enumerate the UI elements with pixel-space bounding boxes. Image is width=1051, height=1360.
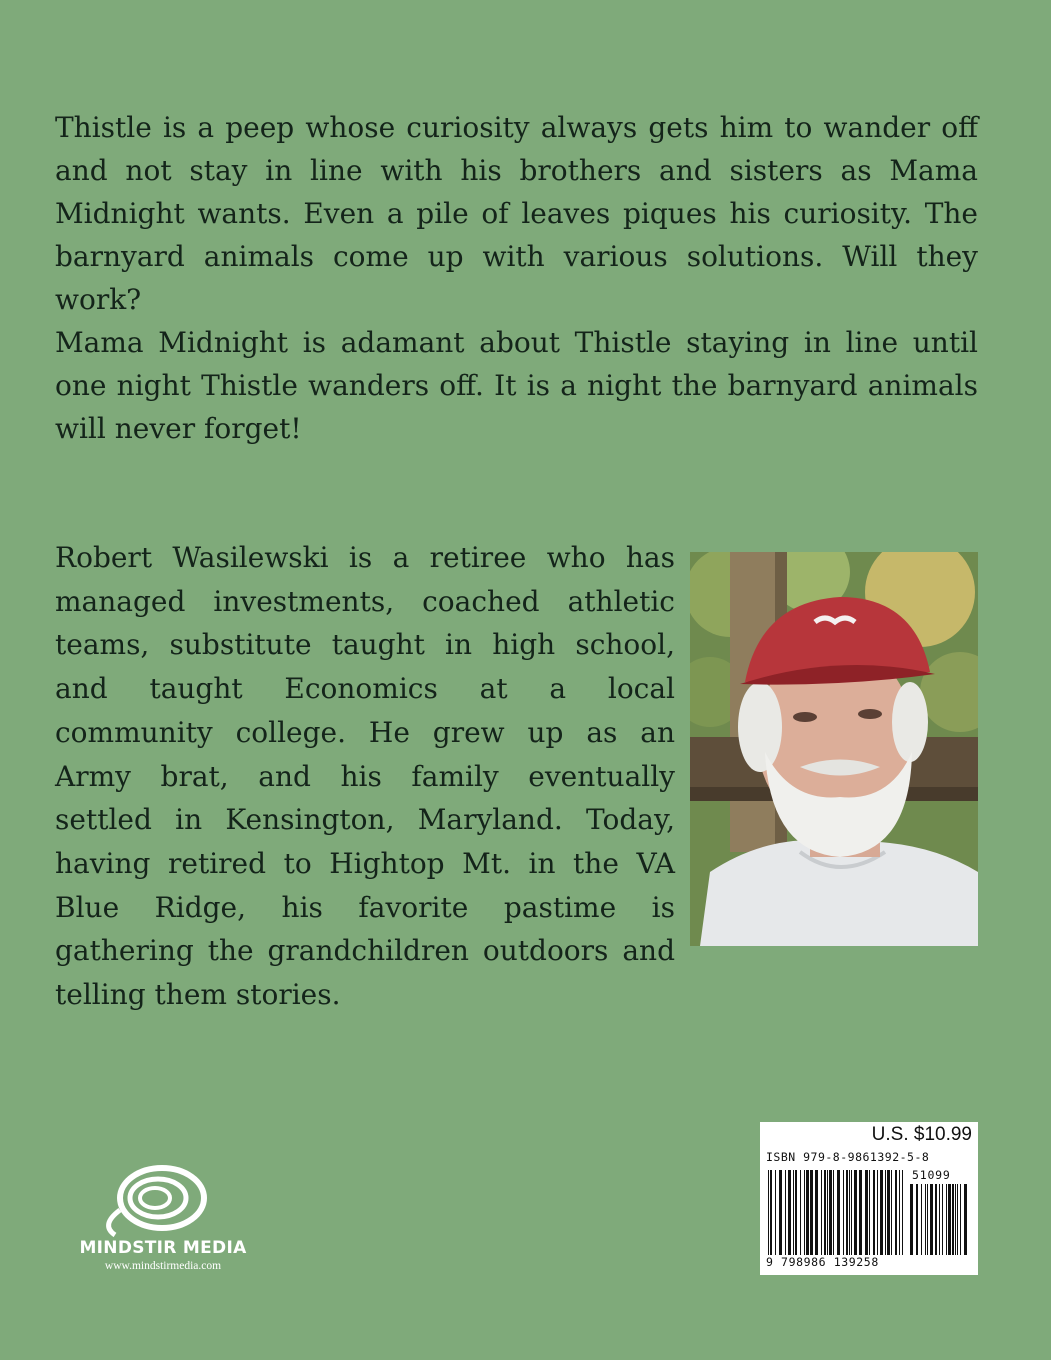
barcode-bar bbox=[793, 1170, 794, 1255]
barcode-bar bbox=[804, 1170, 805, 1255]
barcode-bar bbox=[800, 1170, 801, 1255]
barcode-bar bbox=[916, 1184, 918, 1255]
barcode-bar bbox=[887, 1170, 890, 1255]
barcode-bar bbox=[815, 1170, 818, 1255]
barcode-bar bbox=[775, 1170, 776, 1255]
barcode-bar bbox=[785, 1170, 786, 1255]
barcode-bar bbox=[846, 1170, 848, 1255]
barcode-bar bbox=[833, 1170, 834, 1255]
barcode-bar bbox=[837, 1170, 840, 1255]
barcode-bar bbox=[902, 1170, 903, 1255]
barcode-bar bbox=[957, 1184, 958, 1255]
ean-digits: 9 798986 139258 bbox=[766, 1255, 879, 1269]
author-bio: Robert Wasilewski is a retiree who has managed investments, coached athletic teams, substitute taught in high school, and taught Economics at a local community college. He grew up as an Army brat, and his family eventually settled in Kensington, Maryland. Today, having retired to Hightop Mt. in the VA Blue Ridge, his favorite pastime is gathering the grandchildren outdoors and telling them stories. bbox=[55, 541, 675, 1012]
barcode-bar bbox=[779, 1170, 782, 1255]
barcode-bar bbox=[960, 1184, 961, 1255]
barcode-bar bbox=[877, 1170, 878, 1255]
spiral-swirl-icon bbox=[60, 1150, 265, 1240]
blurb-paragraph-2: Mama Midnight is adamant about Thistle staying in line until one night Thistle wanders off. It is a night the barnyard animals will never forget! bbox=[55, 326, 978, 445]
barcode-bar bbox=[880, 1170, 883, 1255]
barcode-bar bbox=[935, 1184, 937, 1255]
barcode-bar bbox=[821, 1170, 822, 1255]
barcode-bar bbox=[869, 1170, 870, 1255]
barcode-bar bbox=[939, 1184, 940, 1255]
barcode-bar bbox=[810, 1170, 813, 1255]
barcode-bar bbox=[964, 1184, 967, 1255]
barcode-bar bbox=[885, 1170, 886, 1255]
barcode-bar bbox=[873, 1170, 875, 1255]
barcode-bar bbox=[795, 1170, 797, 1255]
barcode-bar bbox=[952, 1184, 954, 1255]
addon-barcode bbox=[910, 1184, 972, 1255]
barcode-panel bbox=[760, 1122, 978, 1275]
barcode-bar bbox=[891, 1170, 892, 1255]
barcode-bar bbox=[865, 1170, 868, 1255]
barcode-bar bbox=[955, 1184, 956, 1255]
barcode-bar bbox=[770, 1170, 772, 1255]
price-label: U.S. $10.99 bbox=[871, 1124, 972, 1145]
barcode-bar bbox=[946, 1184, 947, 1255]
barcode-bar bbox=[927, 1184, 928, 1255]
barcode-bar bbox=[788, 1170, 791, 1255]
ean-barcode bbox=[768, 1170, 906, 1255]
barcode-bar bbox=[895, 1170, 897, 1255]
publisher-logo bbox=[60, 1150, 265, 1280]
isbn-label: ISBN 979-8-9861392-5-8 bbox=[766, 1150, 930, 1164]
barcode-bar bbox=[948, 1184, 951, 1255]
barcode-bar bbox=[910, 1184, 913, 1255]
barcode-bar bbox=[827, 1170, 828, 1255]
barcode-bar bbox=[843, 1170, 844, 1255]
barcode-bar bbox=[851, 1170, 852, 1255]
author-photo bbox=[690, 552, 978, 946]
barcode-bar bbox=[768, 1170, 769, 1255]
barcode-bar bbox=[899, 1170, 900, 1255]
barcode-bar bbox=[806, 1170, 809, 1255]
barcode-bar bbox=[930, 1184, 933, 1255]
blurb-paragraph-1: Thistle is a peep whose curiosity always gets him to wander off and not stay in line with his brothers and sisters as Mama Midnight wants. Even a pile of leaves piques his curiosity. The barnyard animals come up with various solutions. Will they work? bbox=[55, 111, 978, 316]
barcode-bar bbox=[921, 1184, 922, 1255]
barcode-bar bbox=[925, 1184, 926, 1255]
publisher-name: MINDSTIR MEDIA bbox=[79, 1238, 247, 1258]
barcode-bar bbox=[942, 1184, 943, 1255]
publisher-url: www.mindstirmedia.com bbox=[104, 1260, 222, 1272]
barcode-bar bbox=[859, 1170, 862, 1255]
barcode-bar bbox=[854, 1170, 857, 1255]
barcode-bar bbox=[829, 1170, 832, 1255]
barcode-bar bbox=[824, 1170, 826, 1255]
barcode-bar bbox=[849, 1170, 850, 1255]
addon-digits: 51099 bbox=[912, 1168, 951, 1182]
